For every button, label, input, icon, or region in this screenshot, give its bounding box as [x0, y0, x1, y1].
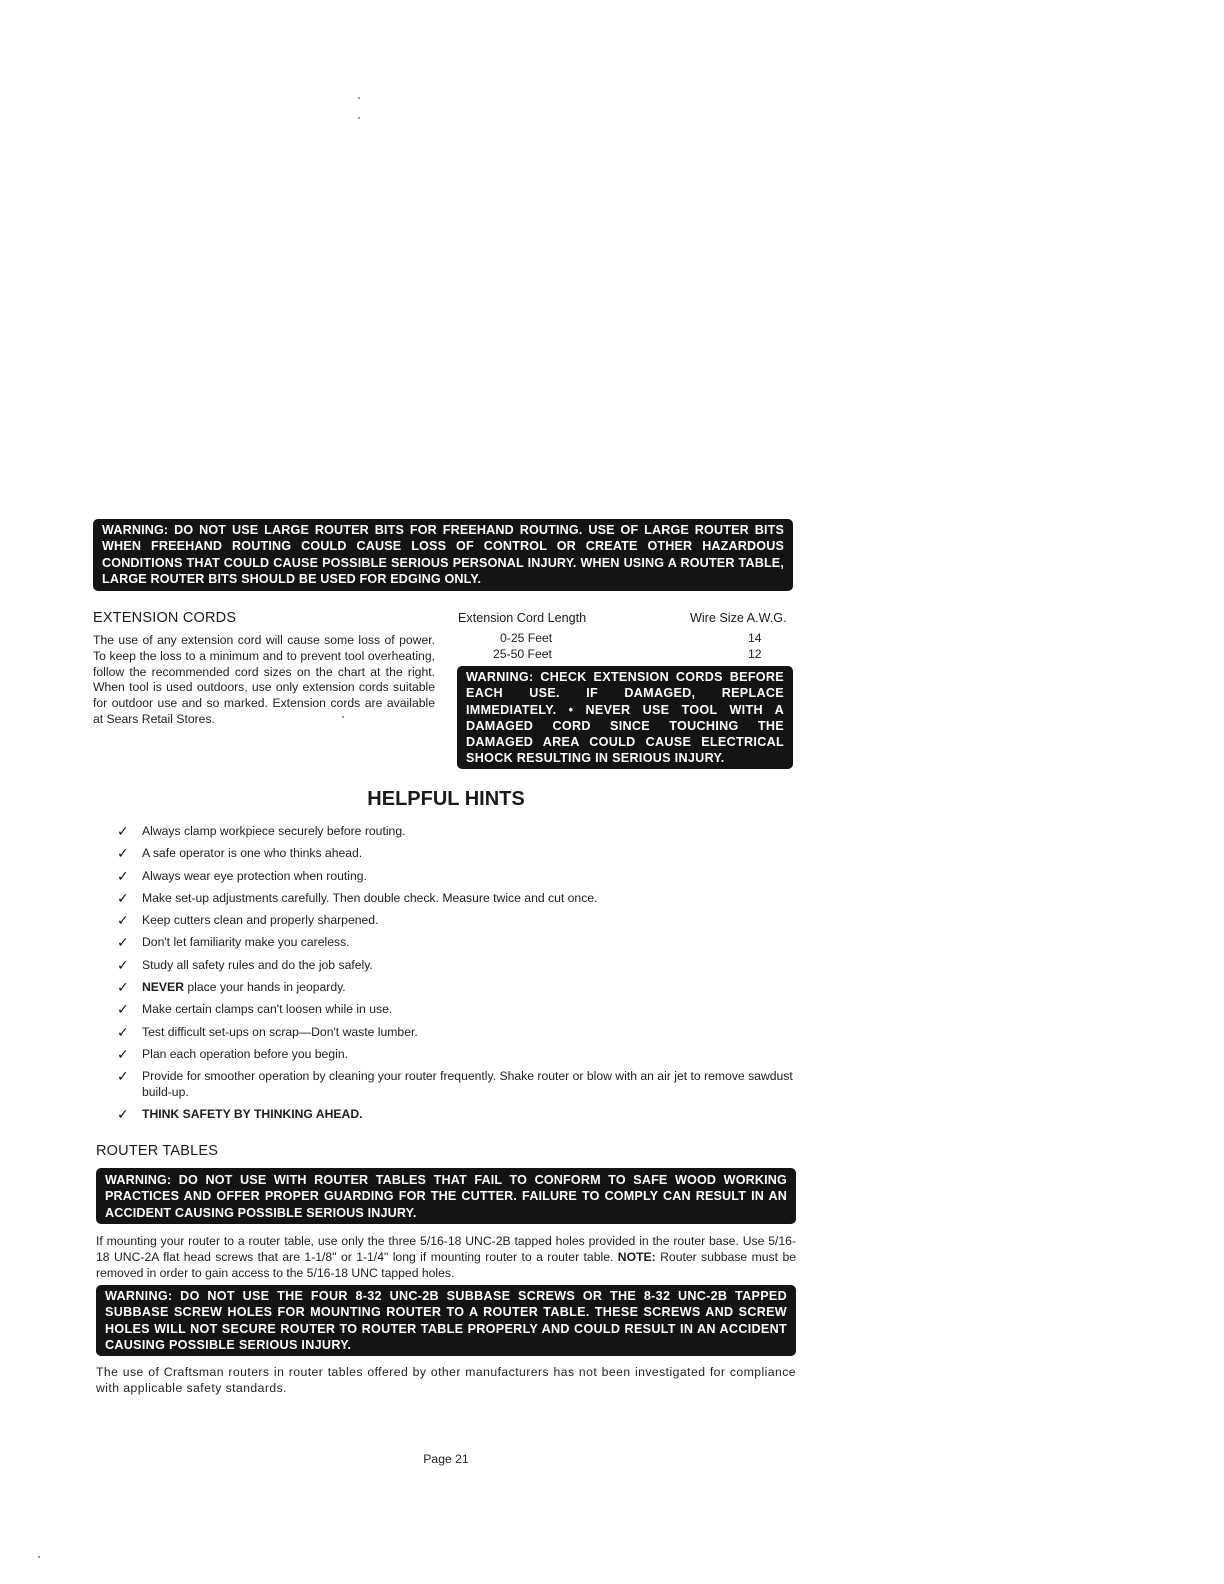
list-item [117, 980, 807, 996]
check-icon: ✓ [117, 978, 129, 995]
list-item [117, 935, 807, 951]
hint-text: Don't let familiarity make you careless. [142, 935, 350, 950]
note-label: NOTE: [617, 1249, 656, 1264]
hint-text: Make set-up adjustments carefully. Then double check. Measure twice and cut once. [142, 890, 598, 905]
check-icon: ✓ [117, 1068, 129, 1085]
hint-text: Study all safety rules and do the job safely. [142, 957, 373, 972]
hint-text: Always clamp workpiece securely before routing. [142, 824, 406, 838]
scan-speck [38, 1556, 40, 1558]
check-icon: ✓ [117, 1023, 129, 1040]
craftsman-compliance-paragraph: The use of Craftsman routers in router tables offered by other manufacturers has not been investigated for compliance with applicable safety standards. [96, 1365, 796, 1395]
list-item [117, 1002, 807, 1018]
hint-text: Always wear eye protection when routing. [142, 868, 367, 883]
check-icon: ✓ [117, 1105, 129, 1122]
check-icon: ✓ [117, 823, 129, 839]
check-icon: ✓ [117, 889, 129, 906]
warning-extension-cords: WARNING: CHECK EXTENSION CORDS BEFORE EACH USE. IF DAMAGED, REPLACE IMMEDIATELY. • NEVER USE TOOL WITH A DAMAGED CORD SINCE TOUCHING THE DAMAGED AREA COULD CAUSE ELECTRICAL SHOCK RESULTING IN SERIOUS INJURY. [457, 666, 793, 769]
list-item [117, 1047, 807, 1063]
hint-text: Provide for smoother operation by cleaning your router frequently. Shake router or blow with an air jet to remove sawdust build-up. [142, 1069, 793, 1099]
table-cell-length: 0-25 Feet [500, 631, 553, 645]
hint-text: Make certain clamps can't loosen while in use. [142, 1002, 393, 1017]
check-icon: ✓ [117, 956, 129, 973]
helpful-hints-heading: HELPFUL HINTS [367, 788, 525, 810]
extension-cords-paragraph: The use of any extension cord will cause some loss of power. To keep the loss to a minimum and to prevent tool overheating, follow the recommended cord sizes on the chart at the right. When tool is used outdoors, use only extension cords suitable for outdoor use and so marked. Extension cords are available at Sears Retail Stores. [93, 633, 435, 726]
list-item [117, 958, 807, 974]
warning-router-tables: WARNING: DO NOT USE WITH ROUTER TABLES THAT FAIL TO CONFORM TO SAFE WOOD WORKING PRACTICES AND OFFER PROPER GUARDING FOR THE CUTTER. FAILURE TO COMPLY CAN RESULT IN AN ACCIDENT CAUSING POSSIBLE SERIOUS INJURY. [96, 1168, 796, 1224]
hint-text: Plan each operation before you begin. [142, 1046, 348, 1061]
check-icon: ✓ [117, 867, 129, 884]
hint-text: place your hands in jeopardy. [184, 979, 346, 994]
table-cell-wire-size: 12 [748, 647, 762, 661]
scan-speck [358, 97, 360, 99]
router-tables-heading: ROUTER TABLES [96, 1143, 219, 1159]
check-icon: ✓ [117, 845, 129, 862]
table-header-length: Extension Cord Length [458, 611, 587, 625]
table-cell-length: 25-50 Feet [493, 647, 552, 661]
check-icon: ✓ [117, 1001, 129, 1018]
warning-subbase-screws: WARNING: DO NOT USE THE FOUR 8-32 UNC-2B SUBBASE SCREWS OR THE 8-32 UNC-2B TAPPED SUBBASE SCREW HOLES FOR MOUNTING ROUTER TO A ROUTER TABLE. THESE SCREWS AND SCREW HOLES WILL NOT SECURE ROUTER TO ROUTER TABLE PROPERLY AND COULD RESULT IN AN ACCIDENT CAUSING POSSIBLE SERIOUS INJURY. [96, 1285, 796, 1356]
list-item [117, 913, 807, 929]
list-item [117, 846, 807, 862]
hint-text: A safe operator is one who thinks ahead. [142, 846, 363, 861]
extension-cords-heading: EXTENSION CORDS [93, 610, 237, 626]
router-tables-text: If mounting your router to a router table, use only the three 5/16-18 UNC-2B tapped holes provided in the router base. Use 5/16-18 UNC-2A flat head screws that are 1-1/8" or 1-1/4" long if mounting router to a router table. [96, 1234, 796, 1264]
hint-emphasis: NEVER [142, 979, 184, 994]
scan-speck [342, 716, 344, 718]
warning-large-router-bits: WARNING: DO NOT USE LARGE ROUTER BITS FOR FREEHAND ROUTING. USE OF LARGE ROUTER BITS WHEN FREEHAND ROUTING COULD CAUSE LOSS OF CONTROL OR CREATE OTHER HAZARDOUS CONDITIONS THAT COULD CAUSE POSSIBLE SERIOUS PERSONAL INJURY. WHEN USING A ROUTER TABLE, LARGE ROUTER BITS SHOULD BE USED FOR EDGING ONLY. [93, 519, 793, 591]
check-icon: ✓ [117, 934, 129, 951]
check-icon: ✓ [117, 1045, 129, 1062]
hint-text: Keep cutters clean and properly sharpened. [142, 913, 379, 928]
table-cell-wire-size: 14 [748, 631, 762, 645]
router-tables-text: Router subbase must be removed in order to gain access to the 5/16-18 UNC tapped holes. [96, 1249, 797, 1280]
helpful-hints-list [117, 824, 807, 1129]
hint-text: Test difficult set-ups on scrap—Don't waste lumber. [142, 1024, 418, 1039]
list-item [117, 891, 807, 907]
scan-speck [358, 117, 360, 119]
hint-text: THINK SAFETY BY THINKING AHEAD. [142, 1106, 363, 1121]
page-number: Page 21 [423, 1452, 469, 1466]
router-tables-paragraph [96, 1234, 796, 1281]
check-icon: ✓ [117, 912, 129, 929]
list-item [117, 1069, 807, 1100]
list-item [117, 1025, 807, 1041]
list-item [117, 1107, 807, 1123]
table-header-wire-size: Wire Size A.W.G. [690, 611, 787, 625]
list-item [117, 869, 807, 885]
list-item [117, 824, 807, 840]
